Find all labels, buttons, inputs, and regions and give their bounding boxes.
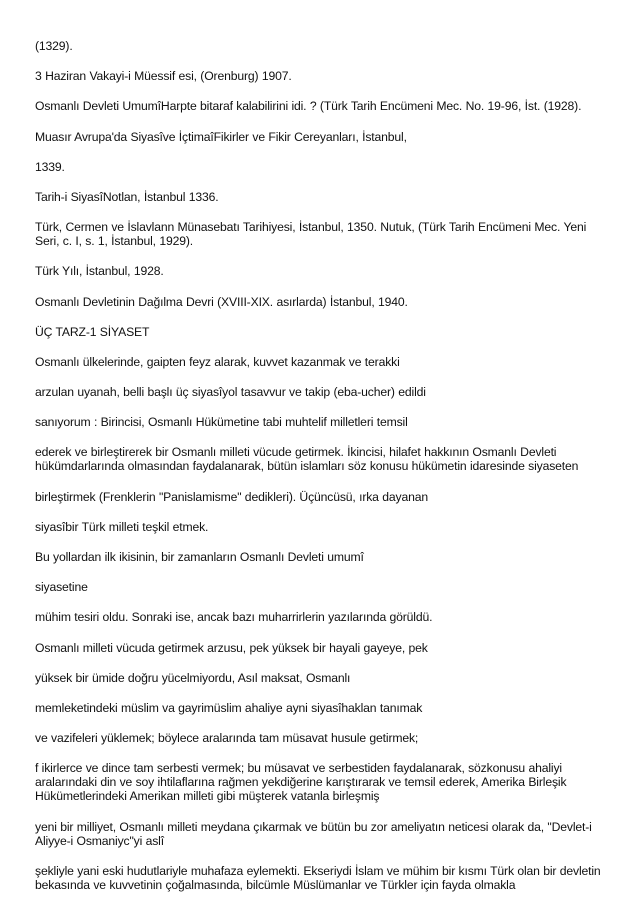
body-paragraph: ve vazifeleri yüklemek; böylece aralarında tam müsavat husule getirmek; bbox=[35, 731, 419, 746]
body-paragraph: f ikirlerce ve dince tam serbesti vermek; bu müsavat ve serbestiden faydalanarak, sözkonusu ahaliyi aralarındaki din ve soy ihtilaflarına rağmen yekdiğerine karıştırarak ve temsil ederek, Amerika Birleşik Hükümetlerindeki Amerikan milleti gibi müşterek vatanla birleşmiş bbox=[35, 761, 567, 804]
body-paragraph: sanıyorum : Birincisi, Osmanlı Hükümetine tabi muhtelif milletleri temsil bbox=[35, 415, 408, 430]
paragraph-reference: Muasır Avrupa'da Siyasîve İçtimaîFikirler ve Fikir Cereyanları, İstanbul, bbox=[35, 129, 407, 144]
paragraph-reference: Türk, Cermen ve İslavlann Münasebatı Tarihiyesi, İstanbul, 1350. Nutuk, (Türk Tarih Encümeni Mec. Yeni Seri, c. I, s. 1, İstanbul, 1929). bbox=[35, 220, 587, 249]
paragraph-reference: Tarih-i SiyasîNotlan, İstanbul 1336. bbox=[35, 189, 219, 204]
document-page bbox=[35, 39, 605, 908]
body-paragraph: yüksek bir ümide doğru yücelmiyordu, Asıl maksat, Osmanlı bbox=[35, 670, 351, 685]
body-paragraph: ederek ve birleştirerek bir Osmanlı milleti vücude getirmek. İkincisi, hilafet hakkının Osmanlı Devleti hükümdarlarında olmasından faydalanarak, bütün islamları söz konusu hükümetin idaresinde siyaseten bbox=[35, 445, 579, 474]
body-paragraph: Osmanlı milleti vücuda getirmek arzusu, pek yüksek bir hayali gayeye, pek bbox=[35, 640, 428, 655]
body-paragraph: memleketindeki müslim va gayrimüslim ahaliye ayni siyasîhaklan tanımak bbox=[35, 700, 423, 715]
body-paragraph: birleştirmek (Frenklerin "Panislamisme" dedikleri). Üçüncüsü, ırka dayanan bbox=[35, 489, 428, 504]
paragraph-date: (1329). bbox=[35, 39, 73, 53]
body-paragraph: Osmanlı ülkelerinde, gaipten feyz alarak, kuvvet kazanmak ve terakki bbox=[35, 354, 400, 369]
section-heading: ÜÇ TARZ-1 SİYASET bbox=[35, 324, 150, 339]
body-paragraph: Bu yollardan ilk ikisinin, bir zamanların Osmanlı Devleti umumî bbox=[35, 550, 364, 564]
body-paragraph: yeni bir milliyet, Osmanlı milleti meydana çıkarmak ve bütün bu zor ameliyatın neticesi olarak da, "Devlet-i Aliyye-i Osmaniyc"yi aslî bbox=[35, 819, 592, 848]
body-paragraph: siyasetine bbox=[35, 580, 88, 595]
paragraph-reference: Osmanlı Devletinin Dağılma Devri (XVIII-XIX. asırlarda) İstanbul, 1940. bbox=[35, 294, 408, 309]
paragraph-reference: Osmanlı Devleti UmumîHarpte bitaraf kalabilirini idi. ? (Türk Tarih Encümeni Mec. No. 19-96, İst. (1928). bbox=[35, 99, 582, 114]
paragraph-reference: Türk Yılı, İstanbul, 1928. bbox=[35, 264, 164, 279]
body-paragraph: şekliyle yani eski hudutlariyle muhafaza eylemekti. Ekseriydi İslam ve mühim bir kısmı Türk olan bir devletin bekasında ve kuvvetinin çoğalmasında, bilcümle Müslümanlar ve Türkler için fayda olmakla bbox=[35, 863, 601, 892]
paragraph-reference: 1339. bbox=[35, 159, 65, 174]
paragraph-reference: 3 Haziran Vakayi-i Müessif esi, (Orenburg) 1907. bbox=[35, 69, 292, 84]
body-paragraph: siyasîbir Türk milleti teşkil etmek. bbox=[35, 519, 209, 534]
body-paragraph: mühim tesiri oldu. Sonraki ise, ancak bazı muharrirlerin yazılarında görüldü. bbox=[35, 610, 433, 625]
body-paragraph: arzulan uyanah, belli başlı üç siyasîyol tasavvur ve takip (eba-ucher) edildi bbox=[35, 385, 426, 400]
